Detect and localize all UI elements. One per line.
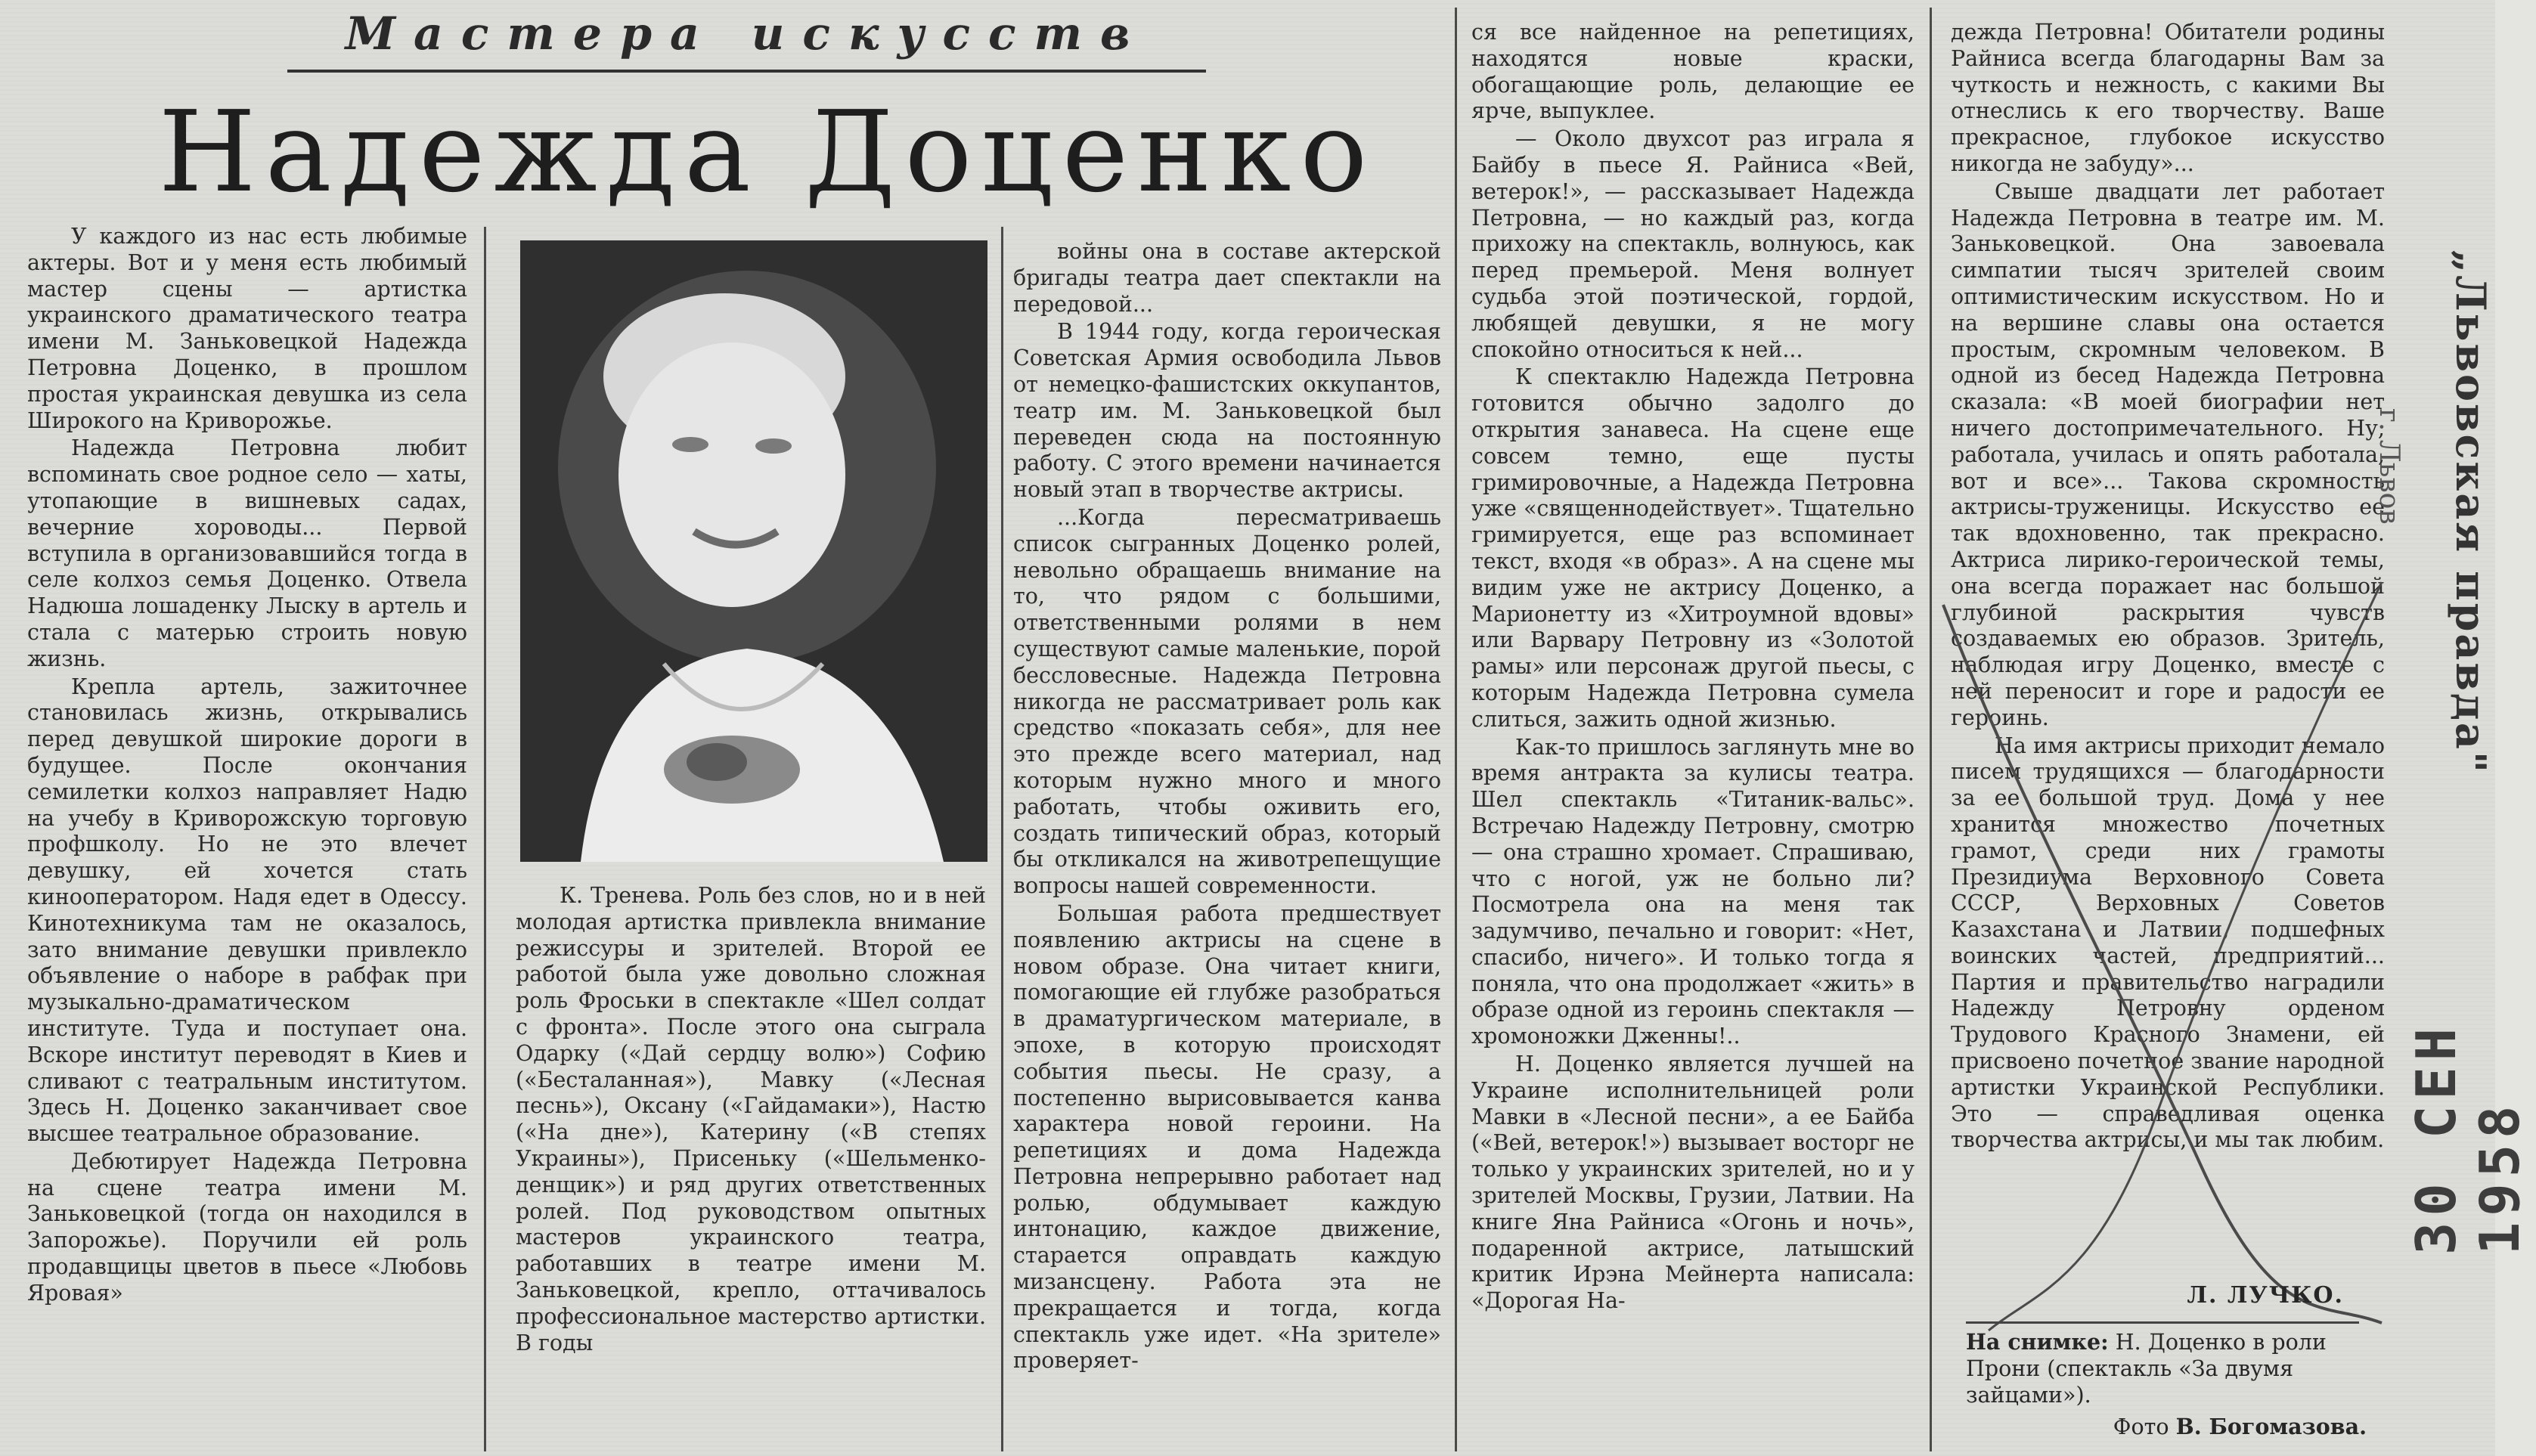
paragraph: войны она в составе актерской бригады театра дает спектакли на передовой... <box>1013 239 1441 317</box>
column-1 <box>27 224 467 1448</box>
photo-credit-name: В. Богомазова. <box>2175 1414 2367 1439</box>
column-4 <box>1471 20 1914 1451</box>
paragraph: ...Когда пересматриваешь список сыгранных Доценко ролей, невольно обращаешь внимание на то, что рядом с большими, ответственными ролями в нем существуют самые маленькие, порой бессловесные. Надежда Петровна никогда не рассматривает роль как средство «показать себя», для нее это прежде всего материал, над которым нужно много и много работать, чтобы оживить его, создать типический образ, который бы откликался на животрепещущие вопросы нашей современности. <box>1013 504 1441 899</box>
photo-credit-prefix: Фото <box>2113 1414 2176 1439</box>
photo-caption-lead: На снимке: <box>1966 1329 2109 1355</box>
paragraph: У каждого из нас есть любимые актеры. Вот и у меня есть любимый мастер сцены — артистка украинского драматического театра имени М. Заньковецкой Надежда Петровна Доценко, в прошлом простая украинская девушка из села Широкого на Криворожье. <box>27 224 467 433</box>
date-stamp: 30 СЕН 1958 <box>2404 1021 2531 1255</box>
column-rule <box>1930 8 1932 1451</box>
paragraph: Свыше двадцати лет работает Надежда Петровна в театре им. М. Заньковецкой. Она завоевала симпатии тысяч зрителей своим оптимистическим искусством. Но и на вершине славы она остается простым, скромным человеком. В одной из бесед Надежда Петровна сказала: «В моей биографии нет ничего достопримечательного. Ну, работала, училась и опять работала, вот и все»... Такова скромность актрисы-труженицы. Искусство ее так вдохновенно, так прекрасно. Актриса лирико-героической темы, она всегда поражает нас большой глубиной раскрытия чувств создаваемых ею образов. Зритель, наблюдая игру Доценко, вместе с ней переносит и горе и радости ее героинь. <box>1951 178 2385 730</box>
paragraph: Большая работа предшествует появлению актрисы на сцене в новом образе. Она читает книги, помогающие ей глубже разобраться в драматургическом материале, в эпохе, в которую происходят события пьесы. Не сразу, а постепенно вырисовывается канва характера новой героини. На репетициях и дома Надежда Петровна непрерывно работает над ролью, обдумывает каждую интонацию, каждое движение, старается оправдать каждую мизансцену. Работа эта не прекращается и тогда, когда спектакль уже идет. «На зрителе» проверяет- <box>1013 900 1441 1374</box>
paragraph: дежда Петровна! Обитатели родины Райниса всегда благодарны Вам за чуткость и нежность, с какими Вы отнеслись к его творчеству. Ваше прекрасное, глубокое искусство никогда не забуду»... <box>1951 20 2385 176</box>
paragraph: К. Тренева. Роль без слов, но и в ней молодая артистка привлекла внимание режиссуры и зрителей. Второй ее работой была уже довольно сложная роль Фроськи в спектакле «Шел солдат с фронта». После этого она сыграла Одарку («Дай сердцу волю») Софию («Бесталанная»), Мавку («Лесная песнь»), Оксану («Гайдамаки»), Настю («На дне»), Катерину («В степях Украины»), Присеньку («Шельменко-денщик») и ряд других ответственных ролей. Под руководством опытных мастеров украинского театра, работавших в театре имени М. Заньковецкой, крепло, оттачивалось профессиональное мастерство артистки. В годы <box>516 883 986 1355</box>
paragraph: На имя актрисы приходит немало писем трудящихся — благодарности за ее большой труд. Дома у нее хранится множество почетных грамот, среди них грамоты Президиума Верховного Совета СССР, Верховных Советов Казахстана и Латвии, подшефных воинских частей, предприятий... Партия и правительство наградили Надежду Петровну орденом Трудового Красного Знамени, ей присвоено почетное звание народной артистки Украинской Республики. Это — справедливая оценка творчества актрисы, и мы так любим. <box>1951 733 2385 1153</box>
column-rule <box>484 227 486 1451</box>
paragraph: ся все найденное на репетициях, находятся новые краски, обогащающие роль, делающие ее ярче, выпуклее. <box>1471 20 1914 124</box>
paragraph: В 1944 году, когда героическая Советская Армия освободила Львов от немецко-фашистских оккупантов, театр им. М. Заньковецкой был переведен сюда на постоянную работу. С этого времени начинается новый этап в творчестве актрисы. <box>1013 319 1441 503</box>
photo-credit <box>1966 1414 2367 1439</box>
newspaper-source: „Львовская правда" <box>2447 249 2495 775</box>
portrait-photo-icon <box>520 240 987 862</box>
paragraph: Надежда Петровна любит вспоминать свое родное село — хаты, утопающие в вишневых садах, вечерние хороводы... Первой вступила в организовавшийся тогда в селе колхоз семья Доценко. Отвела Надюша лошаденку Лыску в артель и стала с матерью строить новую жизнь. <box>27 435 467 671</box>
column-rule <box>1001 227 1003 1451</box>
paragraph: Как-то пришлось заглянуть мне во время антракта за кулисы театра. Шел спектакль «Титаник-вальс». Встречаю Надежду Петровну, смотрю — она страшно хромает. Спрашиваю, что с ногой, уж не больно ли? Посмотрела она на меня так задумчиво, печально и говорит: «Нет, спасибо, ничего». И только тогда я поняла, что она продолжает «жить» в образе одной из героинь спектакля — хромоножки Дженны!.. <box>1471 734 1914 1049</box>
author-signature: Л. ЛУЧКО. <box>2187 1282 2344 1309</box>
paragraph: Н. Доценко является лучшей на Украине исполнительницей роли Мавки в «Лесной песни», а ее Байба («Вей, ветерок!») вызывает восторг не только у украинских зрителей, но и у зрителей Москвы, Грузии, Латвии. На книге Яна Райниса «Огонь и ночь», подаренной актрисе, латышский критик Ирэна Мейнерта написала: «Дорогая На- <box>1471 1052 1914 1314</box>
rubric: Мастера искусств <box>287 5 1206 73</box>
paragraph: Крепла артель, зажиточнее становилась жизнь, открывались перед девушкой широкие дороги в будущее. После окончания семилетки колхоз направляет Надю на учебу в Криворожскую торговую профшколу. Но не это влечет девушку, ей хочется стать кинооператором. Надя едет в Одессу. Кинотехникума там не оказалось, зато внимание девушки привлекло объявление о наборе в рабфак при музыкально-драматическом институте. Туда и поступает она. Вскоре институт переводят в Киев и сливают с театральным институтом. Здесь Н. Доценко заканчивает свое высшее театральное образование. <box>27 674 467 1147</box>
paragraph: — Около двухсот раз играла я Байбу в пьесе Я. Райниса «Вей, ветерок!», — рассказывает Надежда Петровна, — но каждый раз, когда прихожу на спектакль, волнуюсь, как перед премьерой. Меня волнует судьба этой поэтической, гордой, любящей девушки, я не могу спокойно относиться к ней... <box>1471 126 1914 362</box>
photo-caption-text: Н. Доценко в роли Прони (спектакль «За двумя зайцами»). <box>1966 1330 2327 1408</box>
caption-rule <box>1966 1321 2359 1324</box>
photo-caption <box>1966 1329 2389 1408</box>
column-2 <box>516 883 986 1451</box>
column-5 <box>1951 20 2385 1278</box>
headline: Надежда Доценко <box>158 87 1377 217</box>
paragraph: Дебютирует Надежда Петровна на сцене театра имени М. Заньковецкой (тогда он находился в Запорожье). Поручили ей роль продавщицы цветов в пьесе «Любовь Яровая» <box>27 1148 467 1306</box>
column-3 <box>1013 239 1441 1451</box>
portrait-photo <box>520 240 987 862</box>
newspaper-city: г. Львов <box>2373 408 2404 525</box>
column-rule <box>1455 8 1457 1451</box>
paragraph: К спектаклю Надежда Петровна готовится обычно задолго до открытия занавеса. На сцене еще совсем темно, еще пусты гримировочные, а Надежда Петровна уже «священнодействует». Тщательно гримируется, еще раз вспоминает текст, входя «в образ». А на сцене мы видим уже не актрису Доценко, а Марионетту из «Хитроумной вдовы» или Варвару Петровну из «Золотой рамы» или персонаж другой пьесы, с которым Надежда Петровна сумела слиться, зажить одной жизнью. <box>1471 364 1914 732</box>
